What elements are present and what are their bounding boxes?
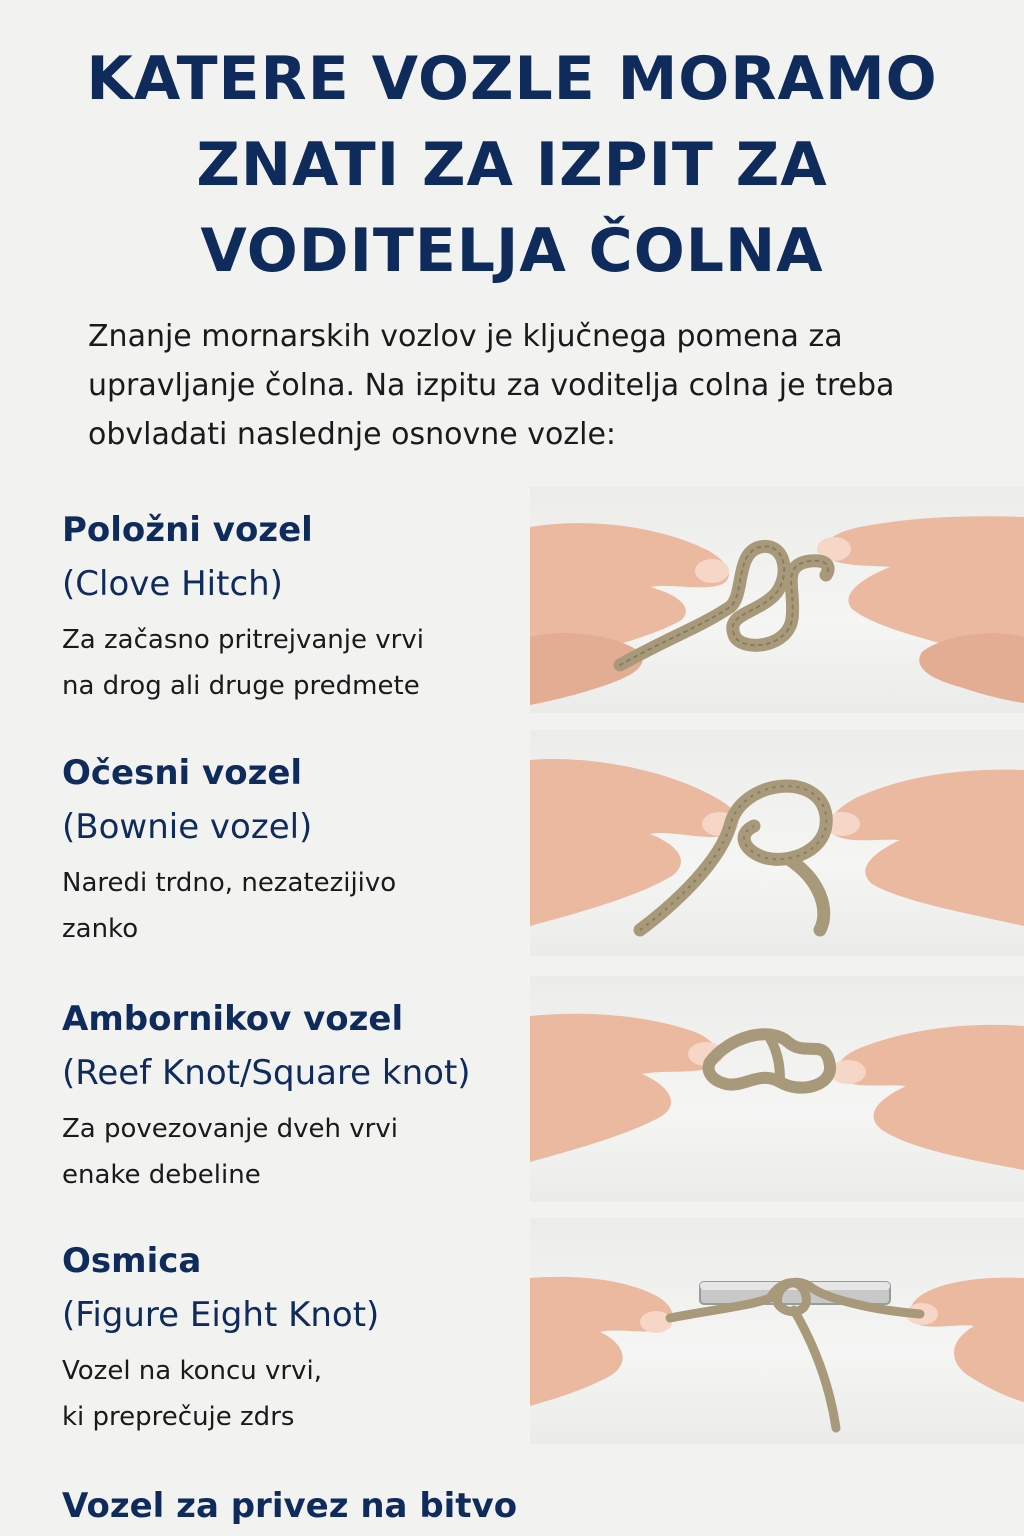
hands-tying-reef-knot-photo [530,976,1024,1202]
intro-line: obvladati naslednje osnovne vozle: [88,417,617,452]
hands-tying-clove-hitch-photo [530,487,1024,713]
knot-section-reef-knot [0,994,1024,1220]
knot-text [62,748,532,952]
knot-english-name: (Clove Hitch) [62,564,283,604]
hands-tying-figure-eight-photo [530,1218,1024,1444]
knot-name: Položni vozel [62,510,313,550]
knot-english-name: (Reef Knot/Square knot) [62,1053,471,1093]
knot-name: Očesni vozel [62,753,303,793]
knot-name: Ambornikov vozel [62,999,404,1039]
knot-description-line: Za povezovanje dveh vrvi [62,1114,398,1144]
intro-paragraph [88,312,988,459]
knot-description-line: Naredi trdno, nezatezijivo [62,868,397,898]
knot-english-name: (Bownie vozel) [62,807,313,847]
knot-description [62,1348,532,1440]
knot-section-clove-hitch [0,505,1024,731]
knot-description-line: enake debeline [62,1160,261,1190]
knot-name-cleat-hitch: Vozel za privez na bitvo [62,1486,518,1526]
page-title-line: KATERE VOZLE MORAMO [86,44,938,114]
knot-text [62,505,532,709]
knot-description-line: Za začasno pritrejvanje vrvi [62,625,424,655]
knot-description-line: Vozel na koncu vrvi, [62,1356,322,1386]
knot-text [62,994,532,1198]
knot-description-line: zanko [62,914,139,944]
page-title-line: VODITELJA ČOLNA [200,216,824,286]
knot-english-name: (Figure Eight Knot) [62,1295,380,1335]
knot-text [62,1236,532,1440]
knot-section-bowline [0,748,1024,974]
knot-description [62,1106,532,1198]
page-title [0,36,1024,294]
intro-line: Znanje mornarskih vozlov je ključnega pomena za [88,319,843,354]
intro-line: upravljanje čolna. Na izpitu za voditelja colna je treba [88,368,895,403]
knot-description [62,617,532,709]
page-title-line: ZNATI ZA IZPIT ZA [196,130,828,200]
knot-name: Osmica [62,1241,202,1281]
hands-tying-bowline-photo [530,730,1024,956]
knot-description-line: ki preprečuje zdrs [62,1402,295,1432]
knot-description-line: na drog ali druge predmete [62,671,420,701]
knot-section-figure-eight [0,1236,1024,1462]
knot-description [62,860,532,952]
